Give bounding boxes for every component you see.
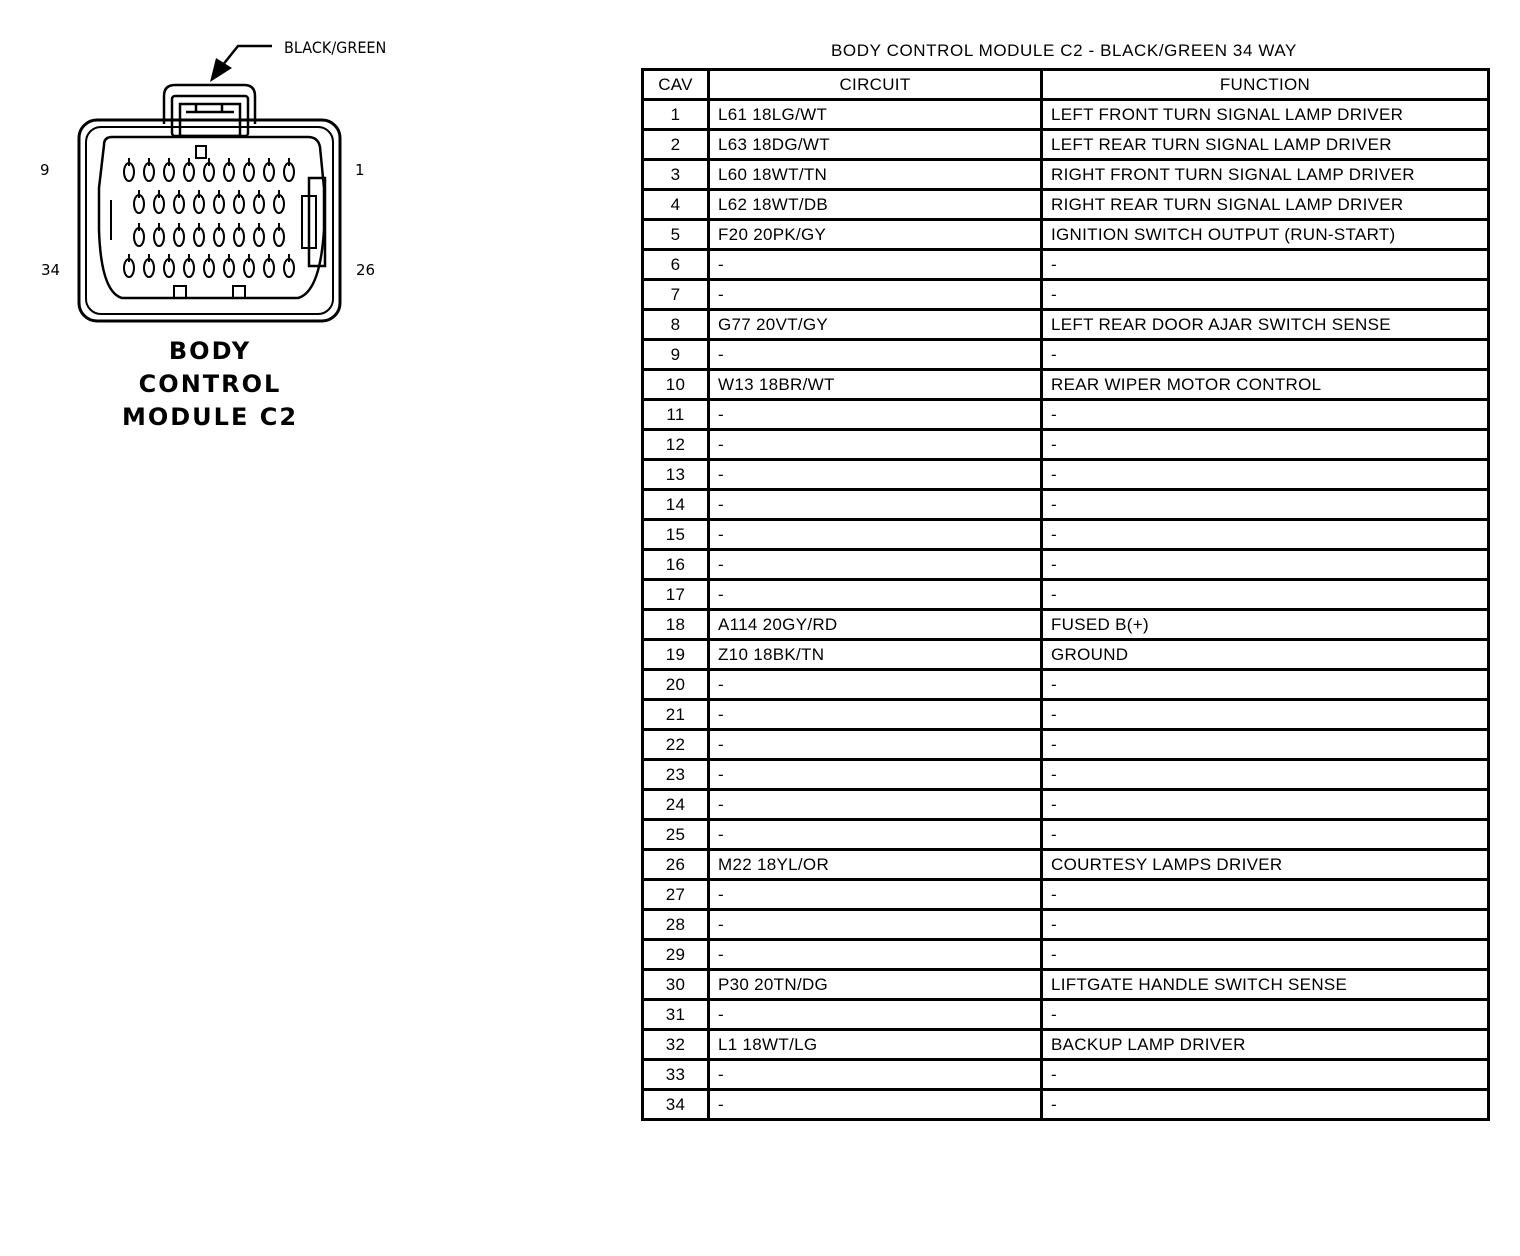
cell-circuit: -	[709, 580, 1042, 610]
cell-function: COURTESY LAMPS DRIVER	[1042, 850, 1489, 880]
table-row	[643, 1030, 1489, 1060]
table-row	[643, 820, 1489, 850]
cell-function: FUSED B(+)	[1042, 610, 1489, 640]
cell-function: RIGHT REAR TURN SIGNAL LAMP DRIVER	[1042, 190, 1489, 220]
connector-title	[90, 335, 330, 434]
header-circuit: CIRCUIT	[709, 70, 1042, 100]
table-row	[643, 520, 1489, 550]
cell-cav: 27	[643, 880, 709, 910]
table-row	[643, 940, 1489, 970]
cell-cav: 8	[643, 310, 709, 340]
table-row	[643, 280, 1489, 310]
cell-function: -	[1042, 550, 1489, 580]
cell-function: -	[1042, 400, 1489, 430]
pin-label-top-left: 9	[40, 161, 50, 179]
table-row	[643, 730, 1489, 760]
table-title: BODY CONTROL MODULE C2 - BLACK/GREEN 34 WAY	[830, 41, 1297, 60]
cell-circuit: -	[709, 250, 1042, 280]
cell-function: -	[1042, 940, 1489, 970]
table-row	[643, 340, 1489, 370]
cavity-grid	[124, 158, 294, 277]
cell-function: GROUND	[1042, 640, 1489, 670]
cell-function: RIGHT FRONT TURN SIGNAL LAMP DRIVER	[1042, 160, 1489, 190]
cell-circuit: -	[709, 490, 1042, 520]
connector-color-label: BLACK/GREEN	[284, 38, 387, 57]
cell-cav: 5	[643, 220, 709, 250]
cell-circuit: L60 18WT/TN	[709, 160, 1042, 190]
cell-cav: 9	[643, 340, 709, 370]
cell-function: -	[1042, 490, 1489, 520]
table-header-row	[643, 70, 1489, 100]
table-row	[643, 130, 1489, 160]
cell-circuit: L62 18WT/DB	[709, 190, 1042, 220]
cell-cav: 15	[643, 520, 709, 550]
pin-label-bottom-right: 26	[356, 261, 376, 279]
connector-housing	[79, 120, 340, 321]
cell-circuit: M22 18YL/OR	[709, 850, 1042, 880]
table-row	[643, 880, 1489, 910]
cell-cav: 25	[643, 820, 709, 850]
cell-function: -	[1042, 880, 1489, 910]
cell-function: -	[1042, 340, 1489, 370]
cell-cav: 13	[643, 460, 709, 490]
cell-cav: 11	[643, 400, 709, 430]
table-row	[643, 370, 1489, 400]
cell-cav: 30	[643, 970, 709, 1000]
cell-circuit: -	[709, 1000, 1042, 1030]
table-row	[643, 910, 1489, 940]
cell-cav: 31	[643, 1000, 709, 1030]
leader-arrowhead	[210, 58, 232, 82]
table-row	[643, 100, 1489, 130]
cell-function: LEFT FRONT TURN SIGNAL LAMP DRIVER	[1042, 100, 1489, 130]
cell-circuit: -	[709, 400, 1042, 430]
cell-function: -	[1042, 670, 1489, 700]
cell-function: -	[1042, 910, 1489, 940]
cell-function: BACKUP LAMP DRIVER	[1042, 1030, 1489, 1060]
cell-function: -	[1042, 280, 1489, 310]
cell-circuit: -	[709, 700, 1042, 730]
cell-circuit: A114 20GY/RD	[709, 610, 1042, 640]
cell-function: -	[1042, 430, 1489, 460]
cell-cav: 26	[643, 850, 709, 880]
table-row	[643, 550, 1489, 580]
leader-line	[222, 46, 272, 66]
table-row	[643, 1000, 1489, 1030]
table-row	[643, 460, 1489, 490]
cell-circuit: -	[709, 670, 1042, 700]
cell-circuit: -	[709, 550, 1042, 580]
cell-circuit: -	[709, 460, 1042, 490]
table-row	[643, 310, 1489, 340]
cell-function: LEFT REAR TURN SIGNAL LAMP DRIVER	[1042, 130, 1489, 160]
cell-function: -	[1042, 730, 1489, 760]
cell-function: REAR WIPER MOTOR CONTROL	[1042, 370, 1489, 400]
table-row	[643, 1060, 1489, 1090]
cell-circuit: -	[709, 820, 1042, 850]
table-row	[643, 670, 1489, 700]
cell-function: -	[1042, 700, 1489, 730]
cell-function: LIFTGATE HANDLE SWITCH SENSE	[1042, 970, 1489, 1000]
cell-function: -	[1042, 790, 1489, 820]
table-row	[643, 790, 1489, 820]
cell-circuit: -	[709, 1090, 1042, 1120]
table-row	[643, 400, 1489, 430]
cell-circuit: -	[709, 790, 1042, 820]
table-row	[643, 250, 1489, 280]
cell-function: -	[1042, 1090, 1489, 1120]
table-row	[643, 970, 1489, 1000]
cell-cav: 28	[643, 910, 709, 940]
cell-circuit: L61 18LG/WT	[709, 100, 1042, 130]
cell-cav: 3	[643, 160, 709, 190]
table-row	[643, 610, 1489, 640]
cell-circuit: -	[709, 1060, 1042, 1090]
cell-cav: 6	[643, 250, 709, 280]
table-body	[643, 100, 1489, 1120]
cell-function: -	[1042, 1060, 1489, 1090]
connector-title-line: BODY	[168, 337, 252, 365]
cell-cav: 20	[643, 670, 709, 700]
cell-function: -	[1042, 250, 1489, 280]
cell-cav: 29	[643, 940, 709, 970]
table-row	[643, 430, 1489, 460]
cell-function: -	[1042, 760, 1489, 790]
table-row	[643, 1090, 1489, 1120]
cell-circuit: -	[709, 880, 1042, 910]
connector-title-line: MODULE C2	[121, 403, 299, 431]
table-row	[643, 700, 1489, 730]
cell-circuit: -	[709, 910, 1042, 940]
cell-function: LEFT REAR DOOR AJAR SWITCH SENSE	[1042, 310, 1489, 340]
table-row	[643, 160, 1489, 190]
cell-circuit: -	[709, 730, 1042, 760]
cell-circuit: Z10 18BK/TN	[709, 640, 1042, 670]
cell-circuit: L63 18DG/WT	[709, 130, 1042, 160]
cell-cav: 24	[643, 790, 709, 820]
cell-circuit: P30 20TN/DG	[709, 970, 1042, 1000]
cavity-table	[641, 68, 1490, 1121]
cell-cav: 10	[643, 370, 709, 400]
cell-circuit: -	[709, 940, 1042, 970]
cell-cav: 2	[643, 130, 709, 160]
cell-cav: 17	[643, 580, 709, 610]
table-row	[643, 220, 1489, 250]
cell-cav: 32	[643, 1030, 709, 1060]
cell-cav: 14	[643, 490, 709, 520]
cell-cav: 16	[643, 550, 709, 580]
table-row	[643, 640, 1489, 670]
header-function: FUNCTION	[1042, 70, 1489, 100]
cell-cav: 22	[643, 730, 709, 760]
cell-cav: 33	[643, 1060, 709, 1090]
cell-circuit: -	[709, 520, 1042, 550]
cell-cav: 12	[643, 430, 709, 460]
cell-cav: 19	[643, 640, 709, 670]
cell-circuit: F20 20PK/GY	[709, 220, 1042, 250]
cell-circuit: L1 18WT/LG	[709, 1030, 1042, 1060]
cell-cav: 34	[643, 1090, 709, 1120]
cell-function: -	[1042, 820, 1489, 850]
connector-title-line: CONTROL	[138, 370, 282, 398]
pin-label-top-right: 1	[355, 161, 365, 179]
table-row	[643, 190, 1489, 220]
cell-function: -	[1042, 520, 1489, 550]
cell-cav: 1	[643, 100, 709, 130]
table-row	[643, 760, 1489, 790]
table-row	[643, 850, 1489, 880]
cell-circuit: G77 20VT/GY	[709, 310, 1042, 340]
cell-function: IGNITION SWITCH OUTPUT (RUN-START)	[1042, 220, 1489, 250]
table-row	[643, 580, 1489, 610]
cell-function: -	[1042, 460, 1489, 490]
cell-cav: 18	[643, 610, 709, 640]
header-cav: CAV	[643, 70, 709, 100]
pin-label-bottom-left: 34	[41, 261, 61, 279]
cell-cav: 7	[643, 280, 709, 310]
table-row	[643, 490, 1489, 520]
connector-latch	[164, 85, 255, 136]
cell-circuit: -	[709, 340, 1042, 370]
cell-cav: 23	[643, 760, 709, 790]
cell-circuit: -	[709, 430, 1042, 460]
cell-circuit: W13 18BR/WT	[709, 370, 1042, 400]
cell-cav: 21	[643, 700, 709, 730]
cell-function: -	[1042, 580, 1489, 610]
cell-cav: 4	[643, 190, 709, 220]
cell-circuit: -	[709, 280, 1042, 310]
cell-function: -	[1042, 1000, 1489, 1030]
cell-circuit: -	[709, 760, 1042, 790]
